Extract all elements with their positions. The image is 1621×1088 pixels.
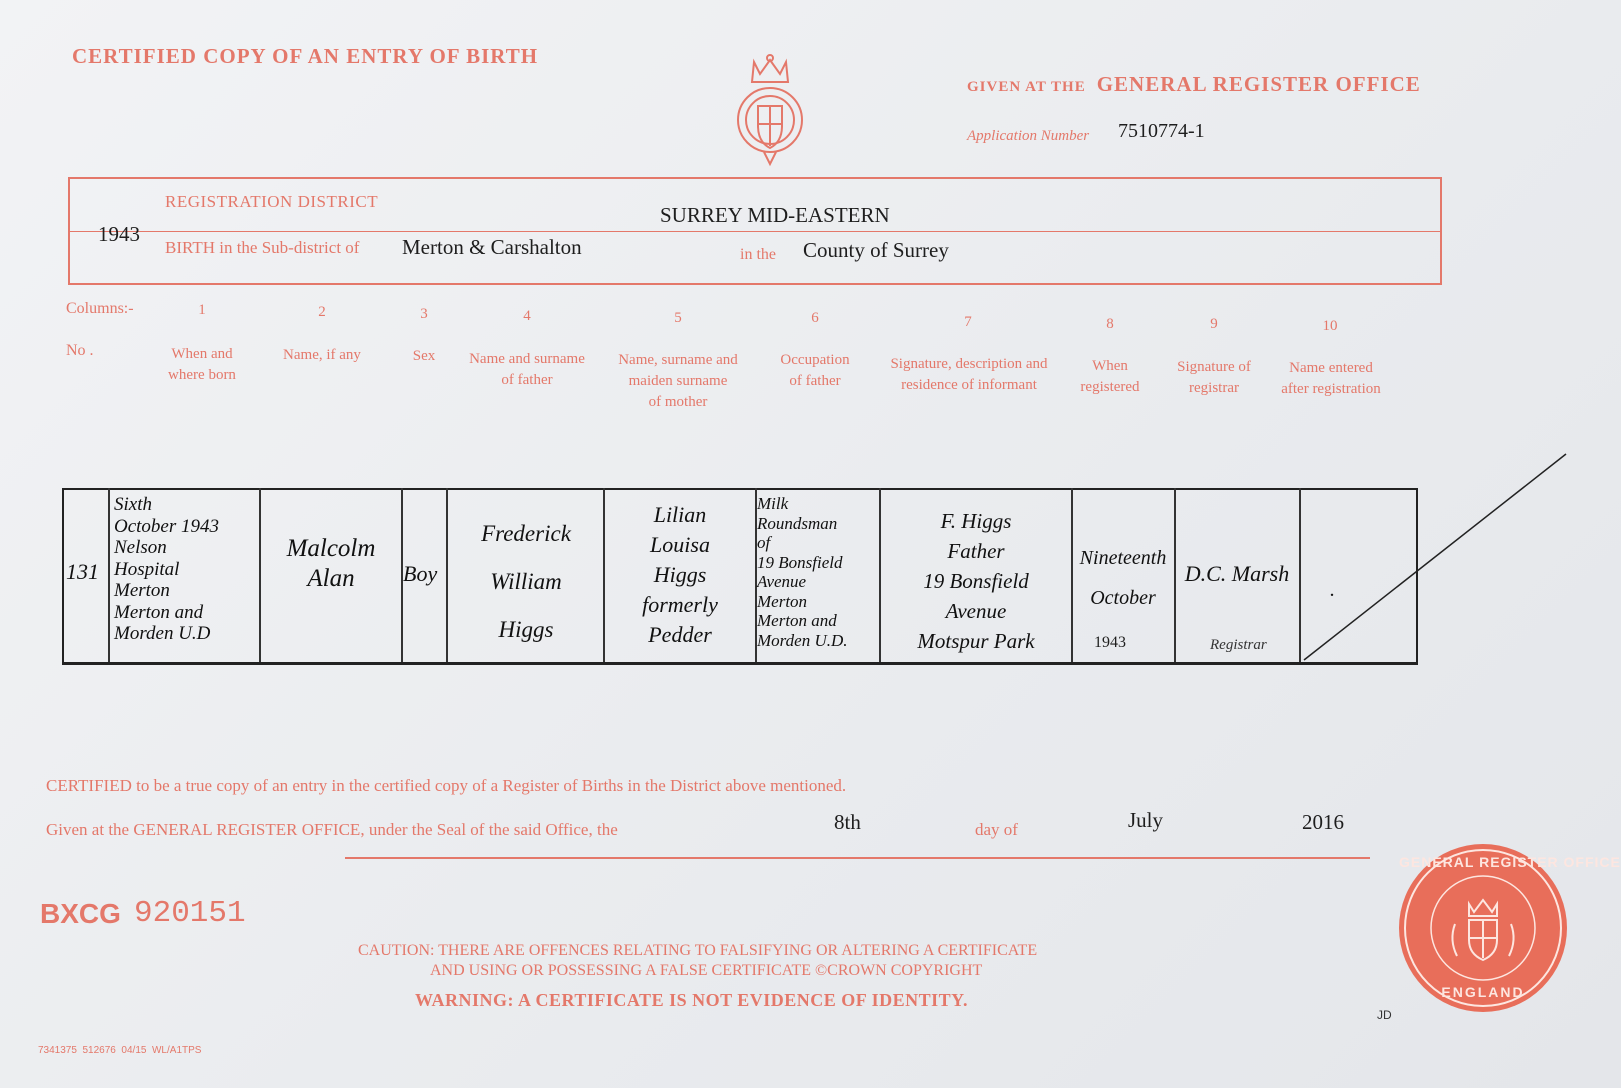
table-divider	[879, 488, 881, 662]
col-head-6: Occupation of father	[780, 352, 850, 389]
sub-district-label: BIRTH in the Sub-district of	[165, 238, 360, 257]
serial-prefix: BXCG	[40, 898, 121, 929]
entry-registered-year: 1943	[1094, 634, 1126, 651]
initials: JD	[1377, 1008, 1392, 1022]
serial-number: 920151	[134, 896, 246, 931]
col-num-4: 4	[523, 308, 531, 324]
year: 1943	[98, 222, 140, 246]
entry-father: Frederick William Higgs	[481, 521, 571, 642]
col-num-3: 3	[420, 306, 428, 322]
table-divider	[603, 488, 605, 662]
royal-crest-icon	[734, 52, 806, 167]
table-divider	[259, 488, 261, 662]
cancel-diagonal	[1300, 450, 1570, 665]
entry-name-after: .	[1330, 579, 1335, 601]
col-num-8: 8	[1106, 316, 1114, 332]
app-number: 7510774-1	[1118, 120, 1205, 142]
col-num-1: 1	[198, 302, 206, 318]
entry-sex: Boy	[403, 561, 438, 586]
col-num-5: 5	[674, 310, 682, 326]
entry-registrar-signature: D.C. Marsh	[1184, 561, 1290, 586]
entry-mother: Lilian Louisa Higgs formerly Pedder	[642, 502, 718, 647]
col-head-7: Signature, description and residence of informant	[890, 356, 1048, 393]
office-name: GENERAL REGISTER OFFICE	[1096, 72, 1421, 96]
in-the-label: in the	[740, 246, 776, 263]
col-num-2: 2	[318, 304, 326, 320]
gro-seal-icon	[1399, 844, 1621, 1012]
col-head-4: Name and surname of father	[469, 351, 585, 388]
county-value: County of Surrey	[803, 238, 949, 262]
col-head-3: Sex	[412, 348, 436, 364]
col-head-8: When registered	[1080, 358, 1140, 395]
entry-when-where: Sixth October 1943 Nelson Hospital Merton Merton and Morden U.D	[114, 494, 220, 644]
caution-line-1: CAUTION: THERE ARE OFFENCES RELATING TO FALSIFYING OR ALTERING A CERTIFICATE	[358, 942, 1038, 959]
district-divider	[68, 231, 1440, 232]
cert-day: 8th	[834, 810, 861, 834]
signature-line	[345, 857, 1370, 859]
col-num-10: 10	[1322, 318, 1338, 334]
certificate-title: CERTIFIED COPY OF AN ENTRY OF BIRTH	[72, 44, 539, 68]
no-label: No .	[66, 342, 94, 359]
col-num-7: 7	[964, 314, 972, 330]
col-head-2: Name, if any	[283, 347, 361, 363]
cert-year: 2016	[1302, 810, 1344, 834]
entry-no: 131	[66, 559, 99, 584]
warning-line: WARNING: A CERTIFICATE IS NOT EVIDENCE OF IDENTITY.	[415, 990, 968, 1010]
table-divider	[446, 488, 448, 662]
entry-when-registered: Nineteenth October	[1079, 547, 1167, 609]
entry-name: Malcolm Alan	[286, 535, 376, 592]
col-head-1: When and where born	[168, 346, 236, 383]
entry-occupation: Milk Roundsman of 19 Bonsfield Avenue Merton Merton and Morden U.D.	[757, 494, 848, 650]
app-number-label: Application Number	[967, 128, 1090, 144]
col-head-9: Signature of registrar	[1177, 359, 1251, 396]
reg-district-value: SURREY MID-EASTERN	[660, 203, 890, 227]
registrar-label: Registrar	[1210, 637, 1267, 653]
cert-month: July	[1128, 808, 1164, 832]
table-divider	[1071, 488, 1073, 662]
col-head-10: Name entered after registration	[1281, 360, 1381, 397]
caution-line-2: AND USING OR POSSESSING A FALSE CERTIFICATE ©CROWN COPYRIGHT	[430, 962, 983, 979]
sub-district-value: Merton & Carshalton	[402, 235, 582, 259]
given-at-line: Given at the GENERAL REGISTER OFFICE, under the Seal of the said Office, the	[46, 820, 618, 839]
table-divider	[108, 488, 110, 662]
col-num-6: 6	[811, 310, 819, 326]
col-num-9: 9	[1210, 316, 1218, 332]
given-at-label: GIVEN AT THE	[967, 79, 1086, 95]
reg-district-label: REGISTRATION DISTRICT	[165, 192, 379, 211]
columns-label: Columns:-	[66, 300, 134, 317]
col-head-5: Name, surname and maiden surname of mother	[618, 352, 738, 410]
print-code: 7341375 512676 04/15 WL/A1TPS	[38, 1045, 202, 1056]
seal-text-bottom: ENGLAND	[1441, 984, 1525, 1000]
certified-line: CERTIFIED to be a true copy of an entry in the certified copy of a Register of Births in the District above mentioned.	[46, 776, 847, 795]
entry-informant: F. Higgs Father 19 Bonsfield Avenue Motspur Park	[917, 509, 1035, 653]
seal-text-top: GENERAL REGISTER OFFICE	[1399, 854, 1621, 870]
day-of-label: day of	[975, 820, 1018, 839]
